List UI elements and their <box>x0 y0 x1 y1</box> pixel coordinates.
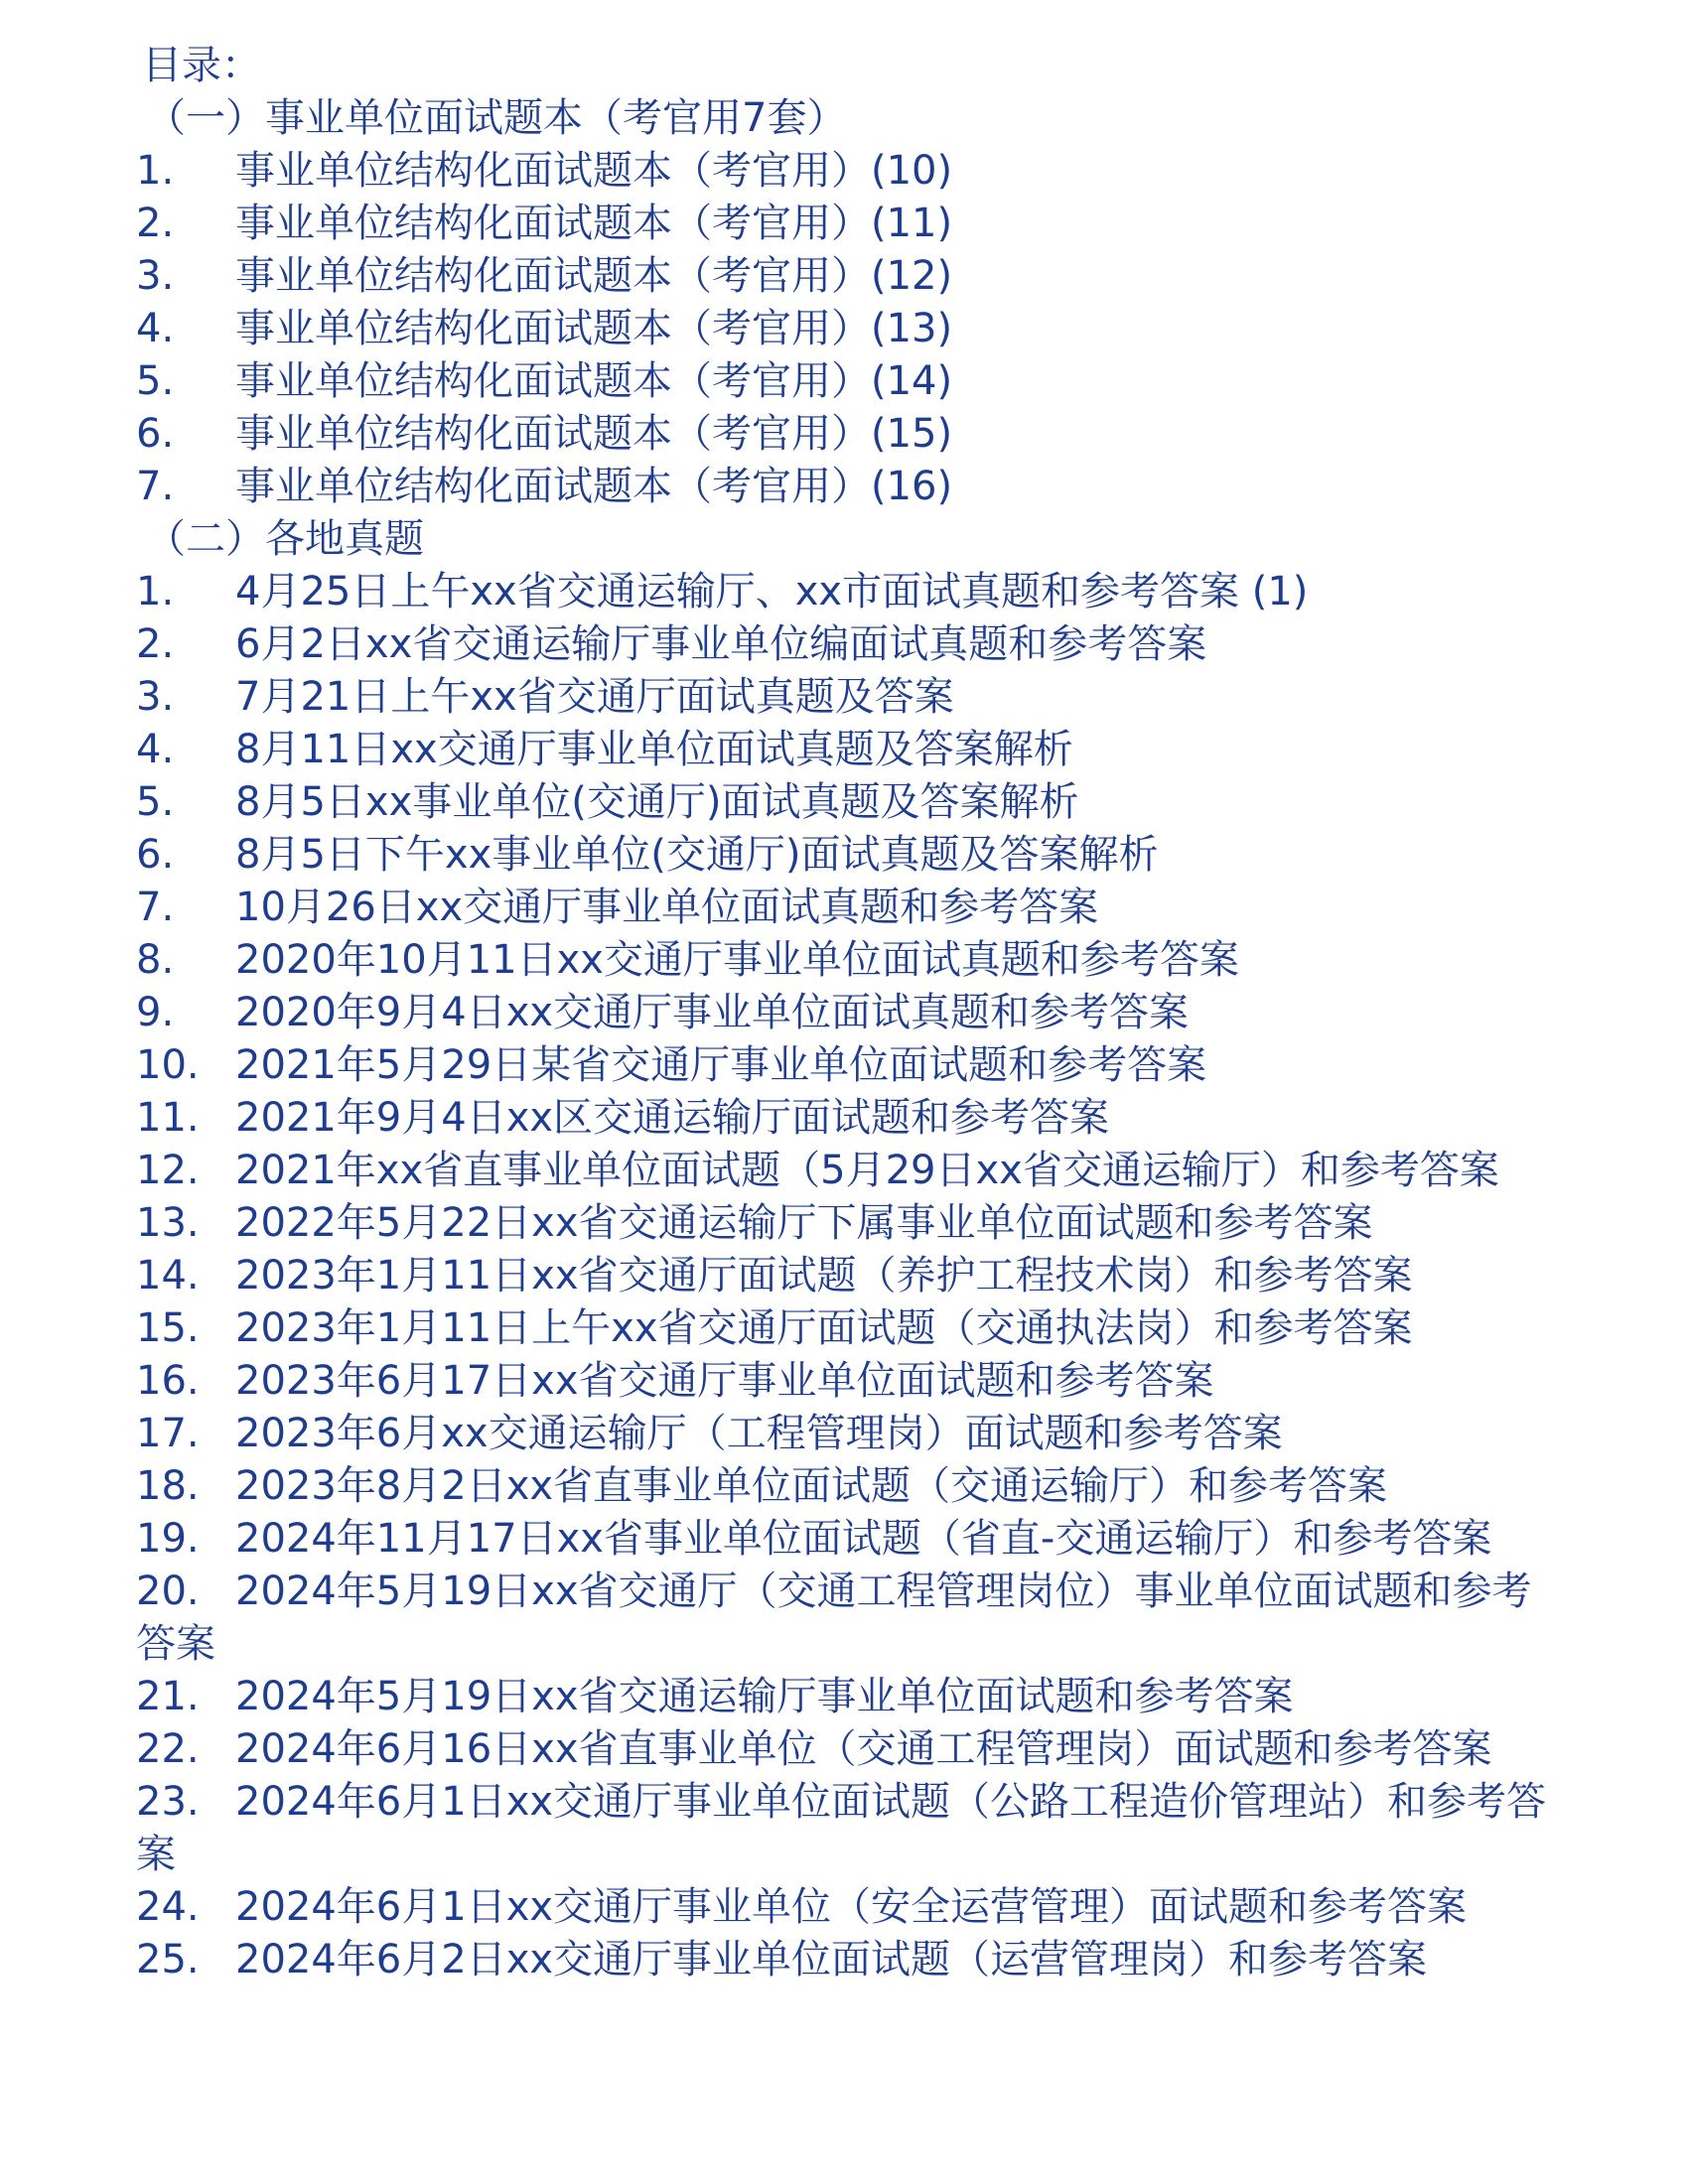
toc-entry[interactable] <box>136 408 1566 461</box>
entry-number: 2. <box>136 621 175 667</box>
entry-number: 20. <box>136 1569 200 1614</box>
entry-number: 4. <box>136 306 175 351</box>
table-of-contents <box>136 40 1566 1986</box>
entry-number: 5. <box>136 358 175 404</box>
toc-entry[interactable] <box>136 1460 1566 1513</box>
toc-entry[interactable] <box>136 1566 1566 1671</box>
entry-number: 3. <box>136 253 175 299</box>
entry-title: 8月11日xx交通厅事业单位面试真题及答案解析 <box>235 727 1073 772</box>
entry-title: 7月21日上午xx省交通厅面试真题及答案 <box>235 674 954 720</box>
toc-section-examiner-booklets <box>136 92 1566 513</box>
entry-number: 8. <box>136 937 175 983</box>
entry-title: 2024年5月19日xx省交通运输厅事业单位面试题和参考答案 <box>235 1674 1294 1719</box>
toc-entry[interactable] <box>136 724 1566 776</box>
toc-entry[interactable] <box>136 566 1566 618</box>
entry-title: 事业单位结构化面试题本（考官用）(14) <box>235 358 953 404</box>
toc-entry[interactable] <box>136 250 1566 303</box>
toc-entry[interactable] <box>136 355 1566 408</box>
toc-entry[interactable] <box>136 1723 1566 1776</box>
entry-number: 1. <box>136 148 175 194</box>
toc-entry[interactable] <box>136 1408 1566 1460</box>
section-heading: （一）事业单位面试题本（考官用7套） <box>146 95 847 141</box>
entry-number: 4. <box>136 727 175 772</box>
entry-title: 8月5日下午xx事业单位(交通厅)面试真题及答案解析 <box>235 832 1159 878</box>
toc-entry[interactable] <box>136 882 1566 934</box>
toc-entry[interactable] <box>136 987 1566 1039</box>
entry-number: 5. <box>136 779 175 825</box>
entry-number: 14. <box>136 1253 200 1298</box>
entry-title: 2022年5月22日xx省交通运输厅下属事业单位面试题和参考答案 <box>235 1200 1373 1246</box>
toc-entry[interactable] <box>136 618 1566 671</box>
toc-entry[interactable] <box>136 1092 1566 1145</box>
toc-entry[interactable] <box>136 934 1566 987</box>
entry-title: 2024年6月1日xx交通厅事业单位面试题（公路工程造价管理站）和参考答案 <box>136 1779 1547 1877</box>
entry-number: 1. <box>136 569 175 614</box>
entry-number: 24. <box>136 1884 200 1930</box>
toc-entry[interactable] <box>136 1355 1566 1408</box>
entry-number: 11. <box>136 1095 200 1141</box>
entry-number: 16. <box>136 1358 200 1404</box>
section-heading: （二）各地真题 <box>146 516 424 562</box>
entry-title: 事业单位结构化面试题本（考官用）(11) <box>235 201 953 246</box>
toc-entry[interactable] <box>136 303 1566 355</box>
entry-title: 6月2日xx省交通运输厅事业单位编面试真题和参考答案 <box>235 621 1207 667</box>
entry-number: 7. <box>136 464 175 509</box>
toc-entry[interactable] <box>136 461 1566 513</box>
entry-title: 事业单位结构化面试题本（考官用）(13) <box>235 306 953 351</box>
toc-entry[interactable] <box>136 145 1566 198</box>
entry-number: 2. <box>136 201 175 246</box>
entry-title: 2023年6月xx交通运输厅（工程管理岗）面试题和参考答案 <box>235 1411 1283 1456</box>
entry-title: 2023年8月2日xx省直事业单位面试题（交通运输厅）和参考答案 <box>235 1463 1388 1509</box>
toc-entry[interactable] <box>136 1934 1566 1986</box>
entry-number: 13. <box>136 1200 200 1246</box>
toc-entry[interactable] <box>136 198 1566 250</box>
toc-entry[interactable] <box>136 671 1566 724</box>
toc-entry[interactable] <box>136 1881 1566 1934</box>
entry-title: 4月25日上午xx省交通运输厅、xx市面试真题和参考答案 (1) <box>235 569 1309 614</box>
toc-entry[interactable] <box>136 1250 1566 1302</box>
entry-title: 2021年9月4日xx区交通运输厅面试题和参考答案 <box>235 1095 1110 1141</box>
toc-section-regional-exams <box>136 513 1566 1986</box>
entry-title: 事业单位结构化面试题本（考官用）(16) <box>235 464 953 509</box>
entry-number: 6. <box>136 832 175 878</box>
entry-number: 6. <box>136 411 175 457</box>
entry-number: 18. <box>136 1463 200 1509</box>
entry-number: 19. <box>136 1516 200 1562</box>
toc-entry[interactable] <box>136 829 1566 882</box>
entry-title: 2023年1月11日上午xx省交通厅面试题（交通执法岗）和参考答案 <box>235 1305 1413 1351</box>
entry-title: 2023年6月17日xx省交通厅事业单位面试题和参考答案 <box>235 1358 1214 1404</box>
entry-title: 10月26日xx交通厅事业单位面试真题和参考答案 <box>235 885 1099 930</box>
entry-number: 12. <box>136 1148 200 1193</box>
entry-number: 7. <box>136 885 175 930</box>
entry-title: 2024年6月2日xx交通厅事业单位面试题（运营管理岗）和参考答案 <box>235 1937 1428 1982</box>
entry-title: 2024年11月17日xx省事业单位面试题（省直-交通运输厅）和参考答案 <box>235 1516 1492 1562</box>
entry-title: 事业单位结构化面试题本（考官用）(15) <box>235 411 953 457</box>
toc-entry[interactable] <box>136 1513 1566 1566</box>
entry-title: 2021年5月29日某省交通厅事业单位面试题和参考答案 <box>235 1042 1207 1088</box>
entry-title: 2024年6月1日xx交通厅事业单位（安全运营管理）面试题和参考答案 <box>235 1884 1468 1930</box>
entry-title: 2021年xx省直事业单位面试题（5月29日xx省交通运输厅）和参考答案 <box>235 1148 1499 1193</box>
entry-number: 25. <box>136 1937 200 1982</box>
entry-number: 17. <box>136 1411 200 1456</box>
entry-number: 15. <box>136 1305 200 1351</box>
entry-title: 2020年9月4日xx交通厅事业单位面试真题和参考答案 <box>235 990 1190 1035</box>
entry-number: 9. <box>136 990 175 1035</box>
entry-title: 2020年10月11日xx交通厅事业单位面试真题和参考答案 <box>235 937 1239 983</box>
entry-title: 8月5日xx事业单位(交通厅)面试真题及答案解析 <box>235 779 1079 825</box>
entry-title: 事业单位结构化面试题本（考官用）(12) <box>235 253 953 299</box>
toc-entry[interactable] <box>136 1145 1566 1197</box>
toc-entry[interactable] <box>136 1776 1566 1881</box>
entry-number: 23. <box>136 1779 200 1825</box>
entry-number: 22. <box>136 1726 200 1772</box>
entry-title: 2023年1月11日xx省交通厅面试题（养护工程技术岗）和参考答案 <box>235 1253 1413 1298</box>
toc-entry[interactable] <box>136 1039 1566 1092</box>
entry-number: 3. <box>136 674 175 720</box>
toc-title: 目录： <box>142 43 261 88</box>
entry-title: 2024年6月16日xx省直事业单位（交通工程管理岗）面试题和参考答案 <box>235 1726 1492 1772</box>
entry-number: 21. <box>136 1674 200 1719</box>
toc-entry[interactable] <box>136 1302 1566 1355</box>
entry-title: 事业单位结构化面试题本（考官用）(10) <box>235 148 953 194</box>
toc-entry[interactable] <box>136 1671 1566 1723</box>
toc-entry[interactable] <box>136 1197 1566 1250</box>
toc-entry[interactable] <box>136 776 1566 829</box>
entry-number: 10. <box>136 1042 200 1088</box>
entry-title: 2024年5月19日xx省交通厅（交通工程管理岗位）事业单位面试题和参考答案 <box>136 1569 1532 1667</box>
